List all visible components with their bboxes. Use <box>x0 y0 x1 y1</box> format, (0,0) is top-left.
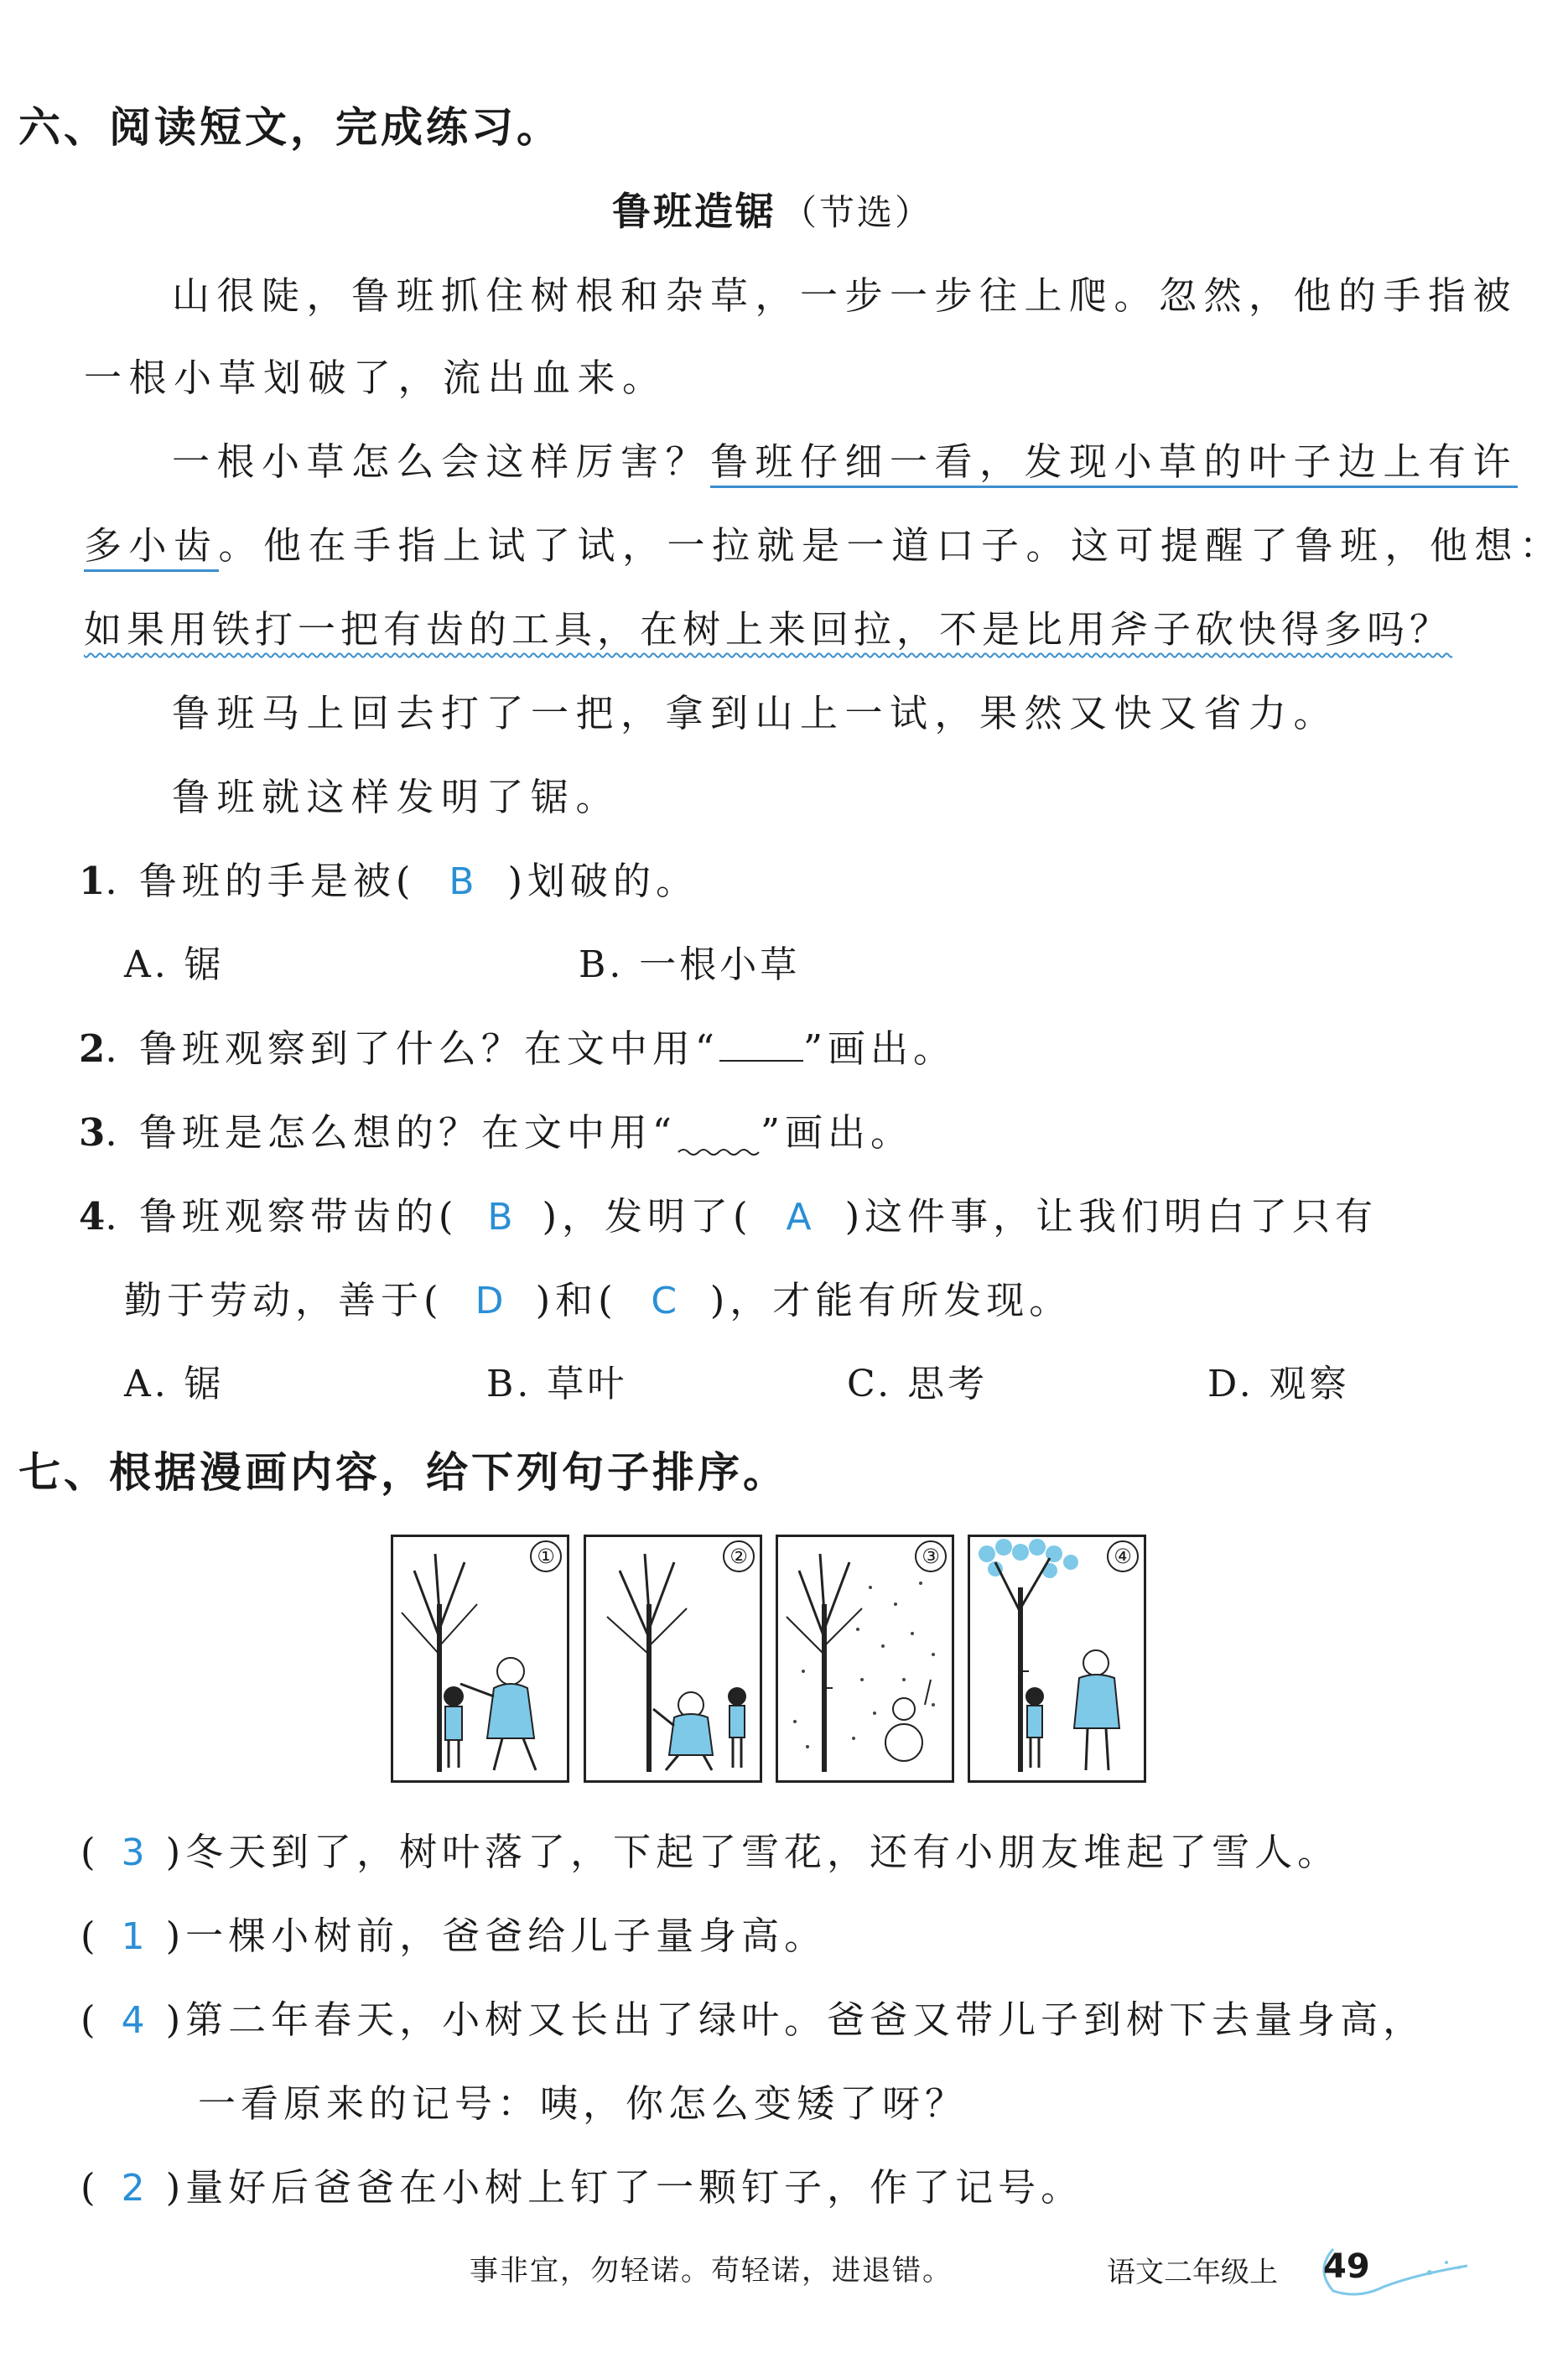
order-item-4-text: )量好后爸爸在小树上钉了一颗钉子，作了记号。 <box>165 2165 1084 2210</box>
question-1-option-a: A. 锯 <box>124 943 225 986</box>
question-1-number: 1 <box>79 859 106 903</box>
order-item-3 <box>80 1989 1425 2044</box>
order-item-2-answer: 1 <box>121 1915 145 1958</box>
question-4-text-b: )，发明了( <box>542 1194 753 1239</box>
para-2-line-2 <box>84 515 1565 569</box>
question-4-answer-4: C <box>651 1280 678 1322</box>
comic-panel-4 <box>968 1535 1146 1783</box>
question-4-option-d: D. 观察 <box>1207 1363 1350 1405</box>
observation-underline-b: 多小齿 <box>84 523 219 572</box>
order-item-1-open: ( <box>80 1830 101 1874</box>
para-4: 鲁班就这样发明了锯。 <box>172 775 621 819</box>
order-item-3-continued: 一看原来的记号：咦，你怎么变矮了呀？ <box>198 2081 968 2126</box>
question-3-text-a: . 鲁班是怎么想的？在文中用“ <box>105 1110 677 1155</box>
order-item-2-text: )一棵小树前，爸爸给儿子量身高。 <box>165 1914 828 1958</box>
order-item-1-text: )冬天到了，树叶落了，下起了雪花，还有小朋友堆起了雪人。 <box>165 1830 1341 1874</box>
section-6-title: 六、阅读短文，完成练习。 <box>18 103 562 152</box>
footer-book-name: 语文二年级上 <box>1107 2256 1278 2289</box>
question-4-text-c: )这件事，让我们明白了只有 <box>844 1194 1378 1239</box>
thought-wavy-underline: 如果用铁打一把有齿的工具，在树上来回拉，不是比用斧子砍快得多吗？ <box>84 607 1453 652</box>
order-item-1-answer: 3 <box>121 1831 145 1874</box>
para-1-line-1: 山很陡，鲁班抓住树根和杂草，一步一步往上爬。忽然，他的手指被 <box>172 273 1519 318</box>
question-4-option-b: B. 草叶 <box>486 1363 628 1405</box>
order-item-1 <box>80 1821 1340 1876</box>
story-title <box>612 181 932 236</box>
question-2-number: 2 <box>79 1026 106 1071</box>
panel-2-illustration <box>586 1537 760 1780</box>
order-item-4-open: ( <box>80 2165 101 2210</box>
panel-number-3: ③ <box>915 1540 947 1572</box>
order-item-3-answer: 4 <box>121 1999 145 2042</box>
question-2 <box>79 1018 956 1073</box>
comic-panel-2 <box>584 1535 762 1783</box>
question-1-answer: B <box>449 860 475 903</box>
para-2-line-2-rest: 。他在手指上试了试，一拉就是一道口子。这可提醒了鲁班，他想： <box>218 523 1565 568</box>
para-2-question: 一根小草怎么会这样厉害？ <box>172 439 711 484</box>
panel-4-illustration <box>970 1537 1144 1780</box>
question-1-text-b: )划破的。 <box>507 859 699 903</box>
para-3: 鲁班马上回去打了一把，拿到山上一试，果然又快又省力。 <box>172 691 1339 735</box>
question-3 <box>79 1102 913 1157</box>
question-3-text-b: ”画出。 <box>760 1110 913 1155</box>
para-2-line-1 <box>172 431 1518 486</box>
panel-number-2: ② <box>723 1540 755 1572</box>
para-2-line-3 <box>84 599 1452 653</box>
page-number: 49 <box>1323 2247 1370 2286</box>
story-title-sub: （节选） <box>781 192 933 233</box>
straight-line-symbol <box>719 1060 803 1062</box>
question-2-text-a: . 鲁班观察到了什么？在文中用“ <box>105 1026 719 1071</box>
order-item-2 <box>80 1905 827 1960</box>
question-4-l2-a: 勤于劳动，善于( <box>124 1278 444 1322</box>
question-4-answer-3: D <box>475 1280 504 1322</box>
story-title-main: 鲁班造锯 <box>612 189 776 234</box>
question-4-l2-c: )，才能有所发现。 <box>709 1278 1072 1322</box>
question-1-option-b: B. 一根小草 <box>579 943 801 986</box>
order-item-3-text: )第二年春天，小树又长出了绿叶。爸爸又带儿子到树下去量身高， <box>165 1997 1426 2042</box>
question-4-number: 4 <box>79 1194 106 1239</box>
order-item-4-answer: 2 <box>121 2167 145 2210</box>
section-7-title: 七、根据漫画内容，给下列句子排序。 <box>18 1448 788 1497</box>
observation-underline-a: 鲁班仔细一看，发现小草的叶子边上有许 <box>710 439 1518 488</box>
question-4-answer-2: A <box>786 1196 812 1239</box>
panel-number-1: ① <box>530 1540 562 1572</box>
question-4 <box>79 1186 1378 1240</box>
question-4-l2-b: )和( <box>535 1278 618 1322</box>
comic-panel-3 <box>776 1535 954 1783</box>
question-3-number: 3 <box>79 1110 106 1155</box>
order-item-4 <box>80 2157 1083 2211</box>
footer-motto: 事非宜，勿轻诺。苟轻诺，进退错。 <box>470 2254 953 2288</box>
panel-number-4: ④ <box>1107 1540 1139 1572</box>
comic-panel-1 <box>391 1535 569 1783</box>
question-2-text-b: ”画出。 <box>802 1026 956 1071</box>
order-item-3-open: ( <box>80 1997 101 2042</box>
question-4-line-2 <box>124 1270 1072 1324</box>
question-4-option-c: C. 思考 <box>847 1363 989 1405</box>
question-4-answer-1: B <box>487 1196 513 1239</box>
wavy-line-symbol <box>677 1115 761 1157</box>
question-1-text-a: . 鲁班的手是被( <box>105 859 416 903</box>
panel-3-illustration <box>778 1537 952 1780</box>
para-1-line-2: 一根小草划破了，流出血来。 <box>84 356 667 400</box>
question-4-text-a: . 鲁班观察带齿的( <box>105 1194 459 1239</box>
order-item-2-open: ( <box>80 1914 101 1958</box>
question-1 <box>79 850 698 905</box>
question-4-option-a: A. 锯 <box>124 1363 225 1405</box>
panel-1-illustration <box>393 1537 567 1780</box>
